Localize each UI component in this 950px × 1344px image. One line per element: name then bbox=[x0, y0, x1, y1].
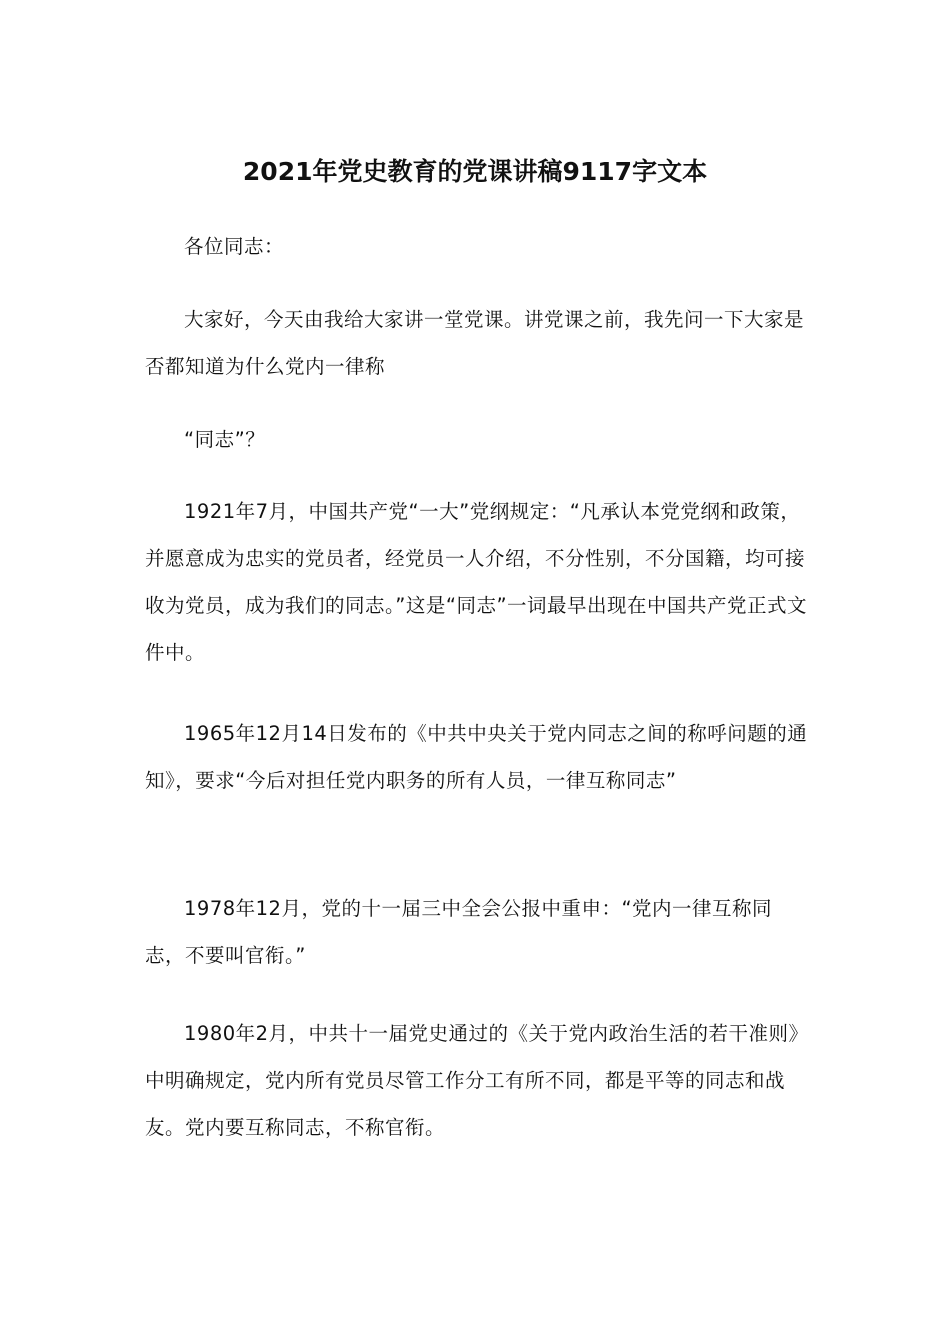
paragraph-1921: 1921年7月，中国共产党“一大”党纲规定：“凡承认本党党纲和政策，并愿意成为忠实的党员者，经党员一人介绍，不分性别，不分国籍，均可接收为党员，成为我们的同志。”这是“同志”一词最早出现在中国共产党正式文件中。 bbox=[145, 500, 808, 664]
paragraph-1965: 1965年12月14日发布的《中共中央关于党内同志之间的称呼问题的通知》，要求“今后对担任党内职务的所有人员，一律互称同志” bbox=[145, 722, 808, 792]
document-title: 2021年党史教育的党课讲稿9117字文本 bbox=[242, 157, 708, 186]
paragraph-introduction: 大家好，今天由我给大家讲一堂党课。讲党课之前，我先问一下大家是否都知道为什么党内一律称 bbox=[145, 308, 805, 378]
paragraph-1978: 1978年12月，党的十一届三中全会公报中重申：“党内一律互称同志，不要叫官衔。” bbox=[145, 897, 773, 967]
paragraph-1980: 1980年2月，中共十一届党史通过的《关于党内政治生活的若干准则》中明确规定，党内所有党员尽管工作分工有所不同，都是平等的同志和战友。党内要互称同志，不称官衔。 bbox=[145, 1022, 809, 1139]
paragraph-question: “同志”？ bbox=[184, 428, 266, 451]
paragraph-greeting: 各位同志： bbox=[184, 235, 285, 258]
